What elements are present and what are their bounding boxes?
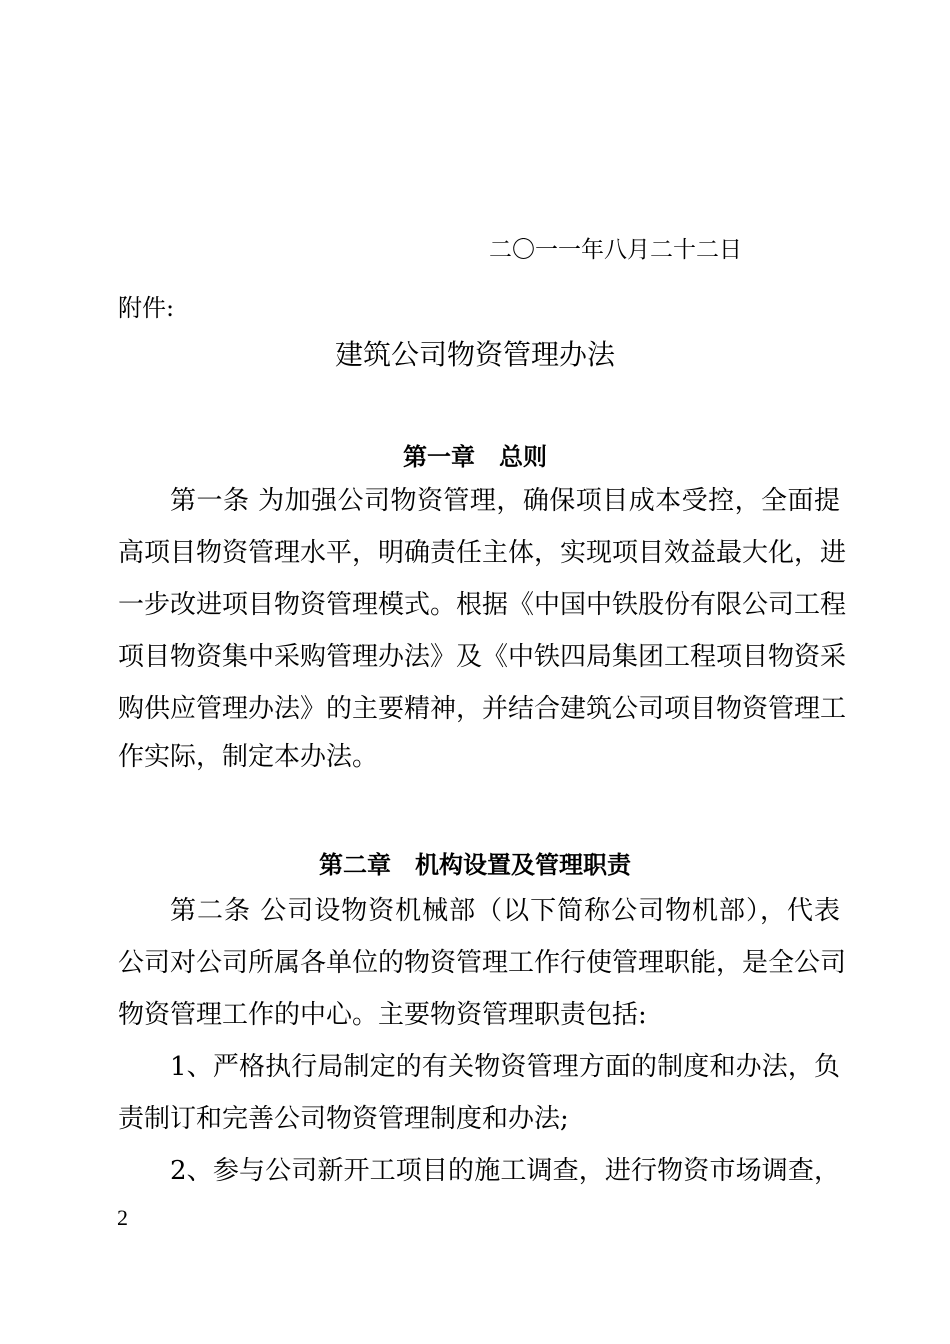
- paragraph-line: 责制订和完善公司物资管理制度和办法;: [118, 1104, 569, 1134]
- paragraph-line: 公司对公司所属各单位的物资管理工作行使管理职能，是全公司: [118, 948, 847, 978]
- attachment-label: 附件:: [118, 294, 175, 322]
- paragraph-line: 2、参与公司新开工项目的施工调查，进行物资市场调查，: [170, 1156, 840, 1186]
- paragraph-line: 项目物资集中采购管理办法》及《中铁四局集团工程项目物资采: [118, 642, 847, 672]
- paragraph-line: 一步改进项目物资管理模式。根据《中国中铁股份有限公司工程: [118, 590, 847, 620]
- paragraph-line: 第一条 为加强公司物资管理，确保项目成本受控，全面提: [170, 486, 840, 516]
- paragraph-line: 作实际，制定本办法。: [118, 742, 379, 772]
- paragraph-line: 物资管理工作的中心。主要物资管理职责包括:: [118, 1000, 647, 1030]
- chapter-heading: 第二章 机构设置及管理职责: [319, 851, 631, 879]
- paragraph-line: 第二条 公司设物资机械部（以下简称公司物机部），代表: [170, 896, 840, 926]
- paragraph-line: 购供应管理办法》的主要精神，并结合建筑公司项目物资管理工: [118, 694, 847, 724]
- chapter-heading: 第一章 总则: [403, 443, 547, 471]
- page-number: 2: [117, 1205, 128, 1230]
- paragraph-line: 1、严格执行局制定的有关物资管理方面的制度和办法，负: [170, 1052, 840, 1082]
- document-title: 建筑公司物资管理办法: [334, 338, 615, 371]
- document-date: 二〇一一年八月二十二日: [489, 237, 742, 263]
- paragraph-line: 高项目物资管理水平，明确责任主体，实现项目效益最大化，进: [118, 538, 847, 568]
